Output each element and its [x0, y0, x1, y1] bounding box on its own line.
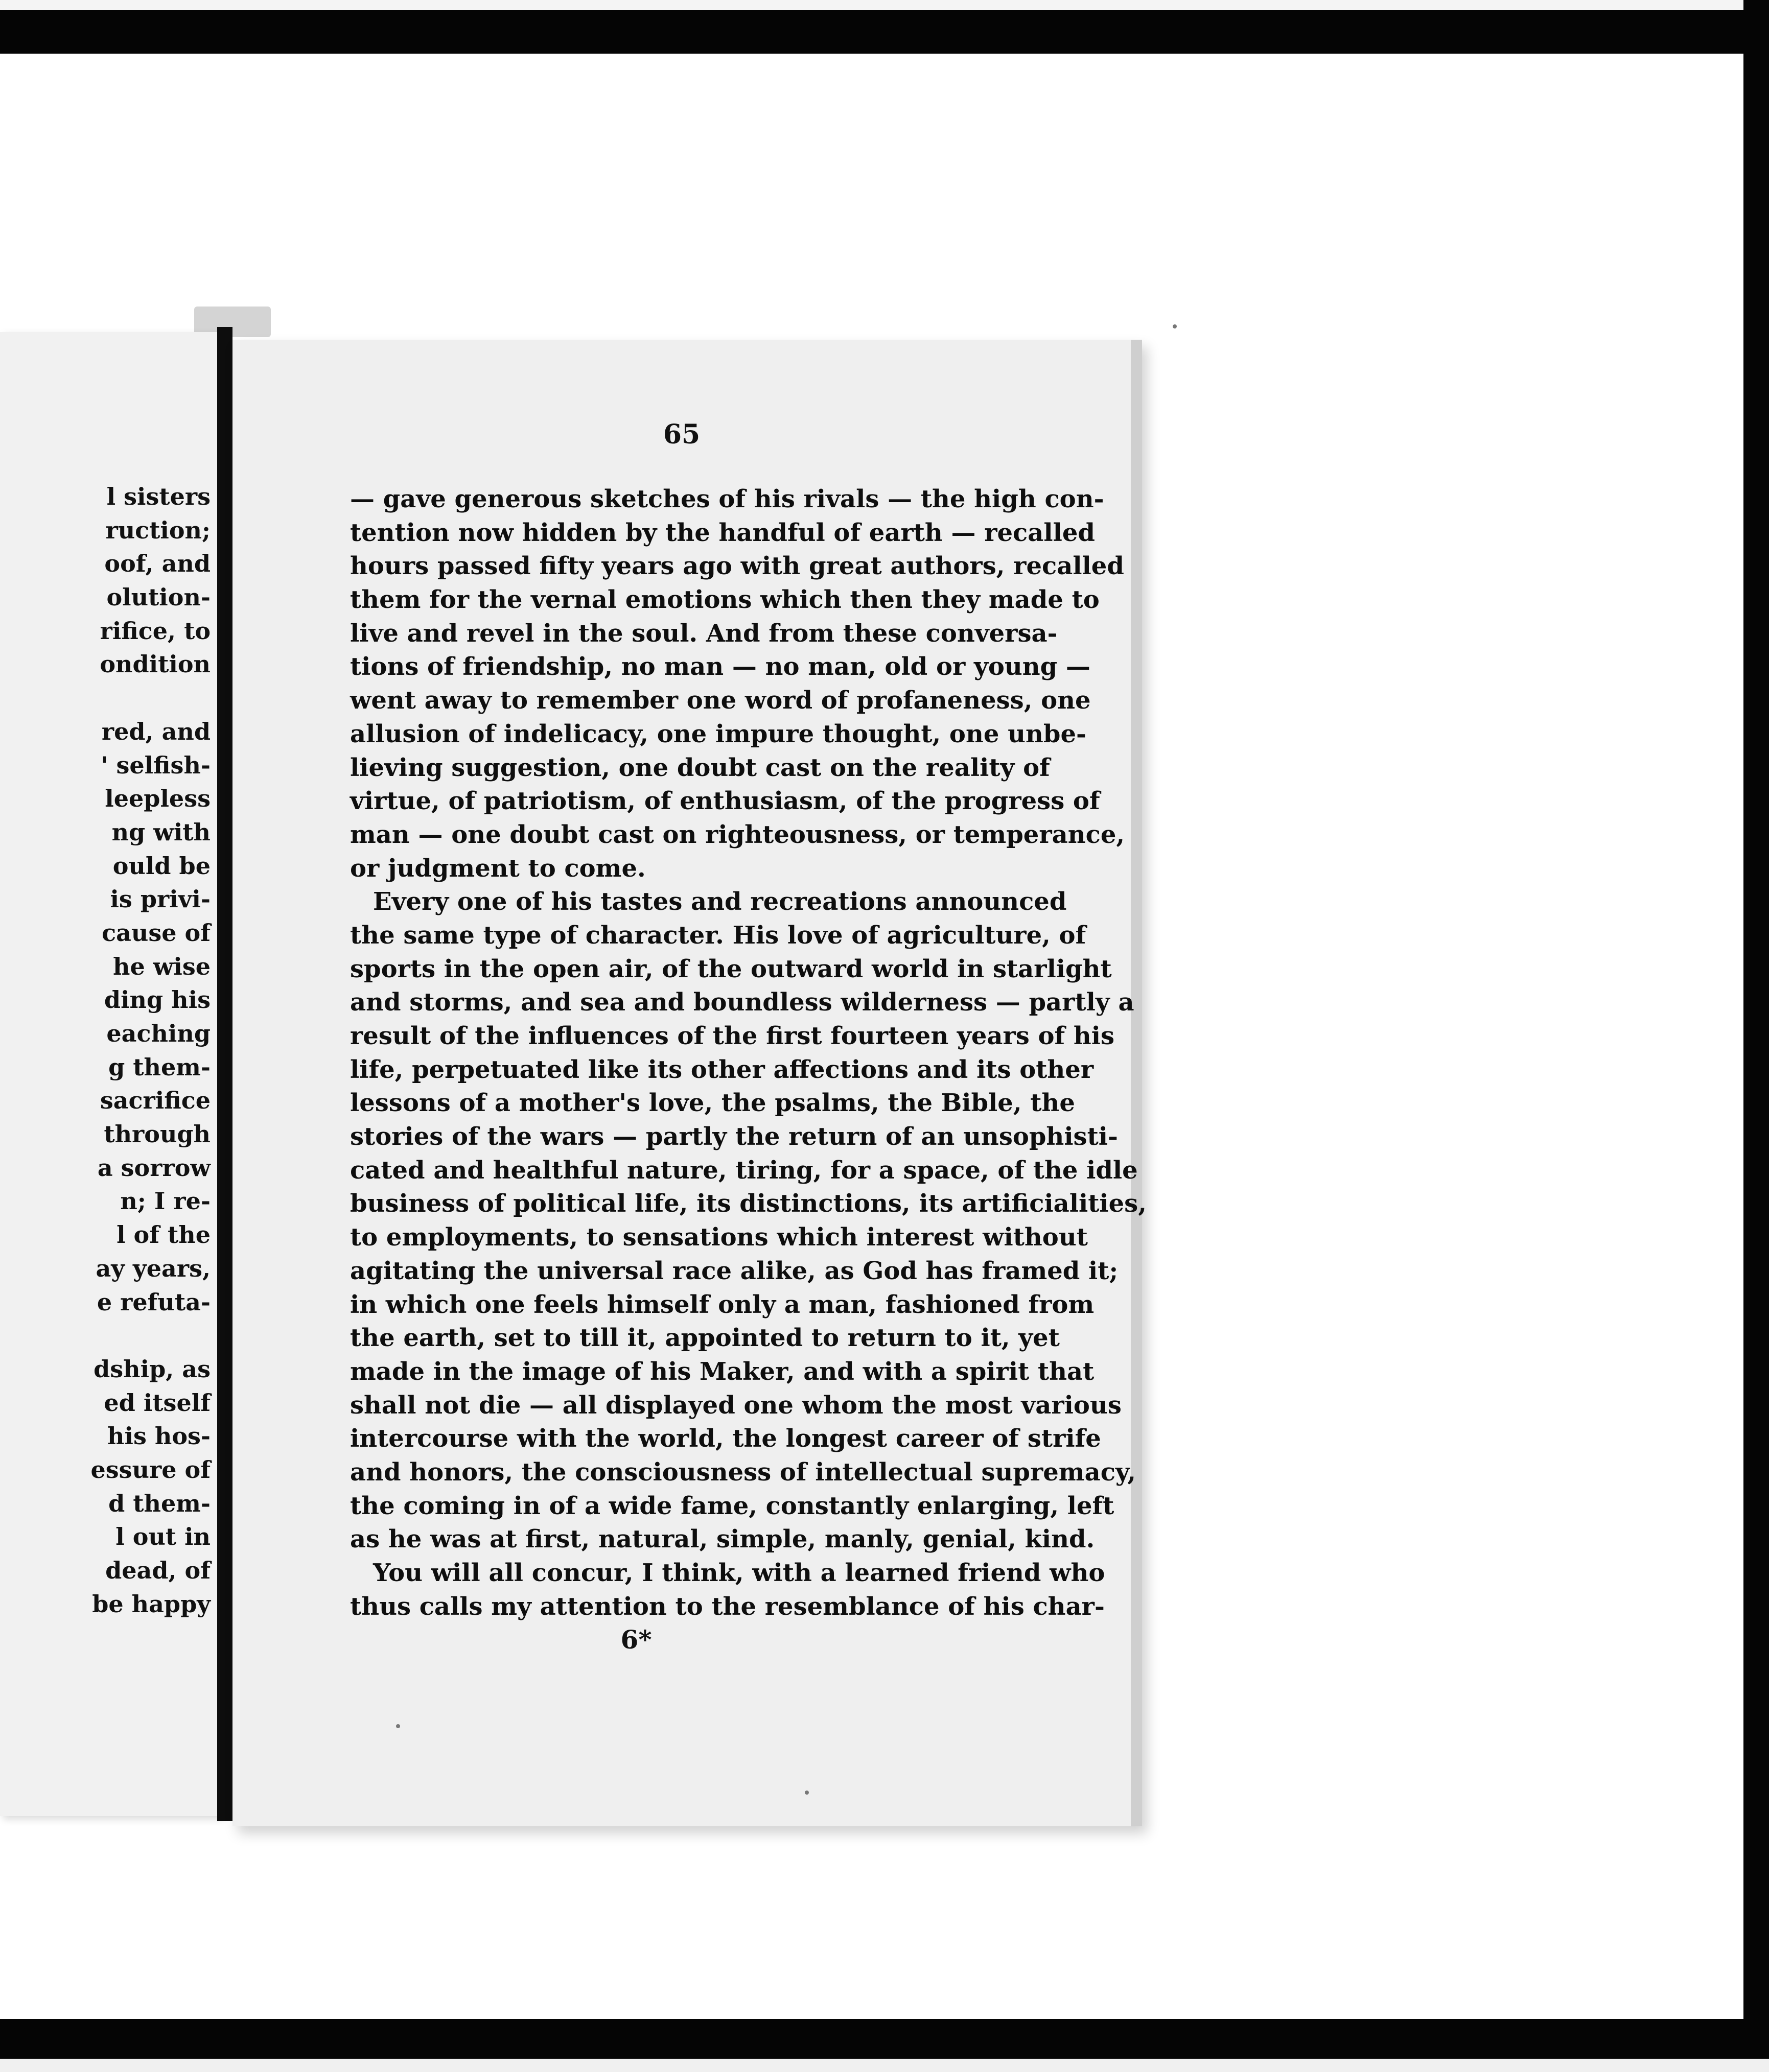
text-line: allusion of indelicacy, one impure thought, one unbe-: [350, 719, 1086, 748]
page-body-text: [350, 483, 1147, 1623]
left-page-text: [0, 480, 211, 1621]
text-line: tions of friendship, no man — no man, old or young —: [350, 652, 1090, 681]
left-page-line: essure of: [90, 1455, 211, 1484]
left-page-line: l sisters: [106, 483, 211, 510]
left-page-line: leepless: [105, 785, 211, 813]
speck: [396, 1724, 400, 1728]
text-line: thus calls my attention to the resemblance of his char-: [350, 1592, 1105, 1621]
text-line: life, perpetuated like its other affections and its other: [350, 1055, 1094, 1084]
book-gutter: [217, 327, 232, 1821]
left-page-line: [0, 1319, 211, 1353]
left-page-line: oof, and: [104, 550, 211, 578]
left-page-line: is privi-: [110, 885, 211, 913]
left-page-line: a sorrow: [97, 1153, 211, 1182]
left-page-line: ay years,: [96, 1254, 211, 1282]
text-line: lieving suggestion, one doubt cast on the reality of: [350, 753, 1050, 782]
text-line: hours passed fifty years ago with great authors, recalled: [350, 552, 1124, 581]
text-line: virtue, of patriotism, of enthusiasm, of the progress of: [350, 787, 1100, 816]
left-page-line: ould be: [112, 852, 211, 880]
left-page-line: be happy: [92, 1590, 211, 1618]
left-page-line: sacrifice: [100, 1087, 211, 1115]
text-line: the coming in of a wide fame, constantly enlarging, left: [350, 1491, 1114, 1520]
left-page-line: l out in: [115, 1523, 211, 1551]
left-page-line: rifice, to: [100, 617, 211, 645]
text-line: stories of the wars — partly the return of an unsophisti-: [350, 1122, 1118, 1151]
text-line: — gave generous sketches of his rivals — the high con-: [350, 485, 1104, 513]
left-page-line: he wise: [113, 952, 211, 980]
left-page-line: n; I re-: [120, 1187, 211, 1215]
left-page-line: ng with: [111, 818, 211, 846]
left-page-line: ' selfish-: [101, 751, 211, 779]
text-line: as he was at first, natural, simple, manly, genial, kind.: [350, 1525, 1095, 1554]
text-line: to employments, to sensations which interest without: [350, 1223, 1088, 1252]
text-line: man — one doubt cast on righteousness, or temperance,: [350, 820, 1125, 849]
film-frame-right: [1743, 0, 1769, 2072]
text-line: in which one feels himself only a man, fashioned from: [350, 1290, 1095, 1319]
left-page-line: dead, of: [105, 1557, 211, 1584]
left-page-line: his hos-: [107, 1422, 211, 1450]
text-line: went away to remember one word of profaneness, one: [350, 686, 1091, 715]
text-line: result of the influences of the first fourteen years of his: [350, 1022, 1115, 1050]
text-line: Every one of his tastes and recreations announced: [373, 887, 1067, 916]
text-line: and honors, the consciousness of intellectual supremacy,: [350, 1457, 1136, 1487]
left-page-line: [0, 681, 211, 715]
text-line: tention now hidden by the handful of earth — recalled: [350, 518, 1095, 547]
speck: [1173, 324, 1177, 328]
speck: [805, 1791, 809, 1795]
left-page-line: ondition: [100, 650, 211, 678]
text-line: shall not die — all displayed one whom the most various: [350, 1391, 1122, 1420]
left-page-line: cause of: [102, 919, 211, 947]
text-line: or judgment to come.: [350, 854, 646, 883]
text-line: the same type of character. His love of agriculture, of: [350, 921, 1086, 950]
left-page-line: g them-: [108, 1053, 211, 1081]
left-page-line: olution-: [106, 583, 211, 611]
text-line: made in the image of his Maker, and with a spirit that: [350, 1357, 1095, 1386]
page-number: 65: [663, 419, 701, 450]
film-frame-bottom-edge: [0, 2059, 1769, 2072]
text-line: and storms, and sea and boundless wilderness — partly a: [350, 988, 1134, 1017]
text-line: agitating the universal race alike, as God has framed it;: [350, 1256, 1119, 1285]
film-frame-top-edge: [0, 0, 1769, 10]
text-line: lessons of a mother's love, the psalms, the Bible, the: [350, 1089, 1075, 1118]
signature-mark: 6*: [620, 1624, 652, 1655]
text-line: business of political life, its distinctions, its artificialities,: [350, 1189, 1147, 1218]
text-line: intercourse with the world, the longest career of strife: [350, 1424, 1101, 1453]
left-facing-page: [0, 332, 223, 1816]
left-page-line: through: [104, 1120, 211, 1148]
left-page-line: ed itself: [104, 1388, 211, 1417]
text-line: them for the vernal emotions which then they made to: [350, 585, 1100, 615]
left-page-line: ding his: [104, 986, 211, 1014]
left-page-line: ruction;: [105, 516, 211, 544]
left-page-line: l of the: [117, 1221, 211, 1249]
left-page-line: red, and: [101, 717, 211, 745]
left-page-line: d them-: [108, 1489, 211, 1517]
text-line: the earth, set to till it, appointed to return to it, yet: [350, 1324, 1060, 1353]
text-line: sports in the open air, of the outward world in starlight: [350, 954, 1112, 983]
right-page: [232, 340, 1147, 1826]
left-page-line: e refuta-: [97, 1288, 211, 1316]
text-line: live and revel in the soul. And from these conversa-: [350, 619, 1058, 648]
text-line: cated and healthful nature, tiring, for a space, of the idle: [350, 1156, 1138, 1185]
text-line: You will all concur, I think, with a learned friend who: [373, 1559, 1105, 1587]
left-page-line: dship, as: [94, 1355, 211, 1383]
left-page-line: eaching: [106, 1020, 211, 1047]
